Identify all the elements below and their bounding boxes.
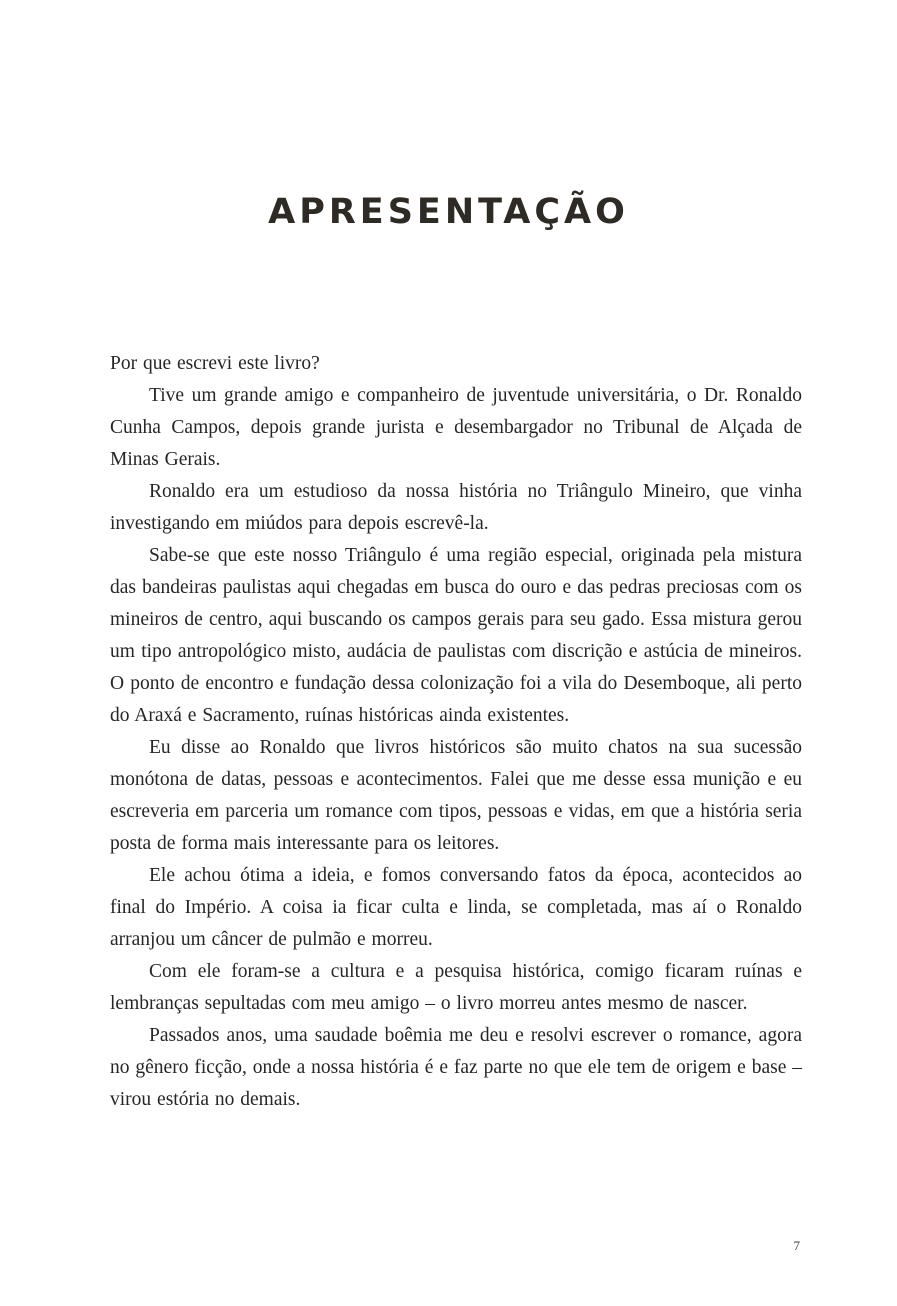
paragraph: Ele achou ótima a ideia, e fomos conversando fatos da época, acontecidos ao final do Império. A coisa ia ficar culta e linda, se completada, mas aí o Ronaldo arranjou um câncer de pulmão e morreu. <box>110 865 802 950</box>
paragraph: Tive um grande amigo e companheiro de juventude universitária, o Dr. Ronaldo Cunha Campos, depois grande jurista e desembargador no Tribunal de Alçada de Minas Gerais. <box>110 385 802 470</box>
paragraph: Sabe-se que este nosso Triângulo é uma região especial, originada pela mistura das bandeiras paulistas aqui chegadas em busca do ouro e das pedras preciosas com os mineiros de centro, aqui buscando os campos gerais para seu gado. Essa mistura gerou um tipo antropológico misto, audácia de paulistas com discrição e astúcia de mineiros. O ponto de encontro e fundação dessa colonização foi a vila do Desemboque, ali perto do Araxá e Sacramento, ruínas históricas ainda existentes. <box>110 545 802 726</box>
paragraph: Por que escrevi este livro? <box>110 353 320 374</box>
chapter-title: APRESENTAÇÃO <box>268 192 629 232</box>
paragraph: Passados anos, uma saudade boêmia me deu e resolvi escrever o romance, agora no gênero ficção, onde a nossa história é e faz parte no que ele tem de origem e base – virou estória no demais. <box>110 1025 802 1110</box>
paragraph: Ronaldo era um estudioso da nossa história no Triângulo Mineiro, que vinha investigando em miúdos para depois escrevê-la. <box>110 481 802 534</box>
paragraph: Eu disse ao Ronaldo que livros históricos são muito chatos na sua sucessão monótona de datas, pessoas e acontecimentos. Falei que me desse essa munição e eu escreveria em parceria um romance com tipos, pessoas e vidas, em que a história seria posta de forma mais interessante para os leitores. <box>110 737 802 854</box>
body-text <box>110 348 802 1116</box>
page-number: 7 <box>793 1238 800 1253</box>
paragraph: Com ele foram-se a cultura e a pesquisa histórica, comigo ficaram ruínas e lembranças sepultadas com meu amigo – o livro morreu antes mesmo de nascer. <box>110 961 802 1014</box>
